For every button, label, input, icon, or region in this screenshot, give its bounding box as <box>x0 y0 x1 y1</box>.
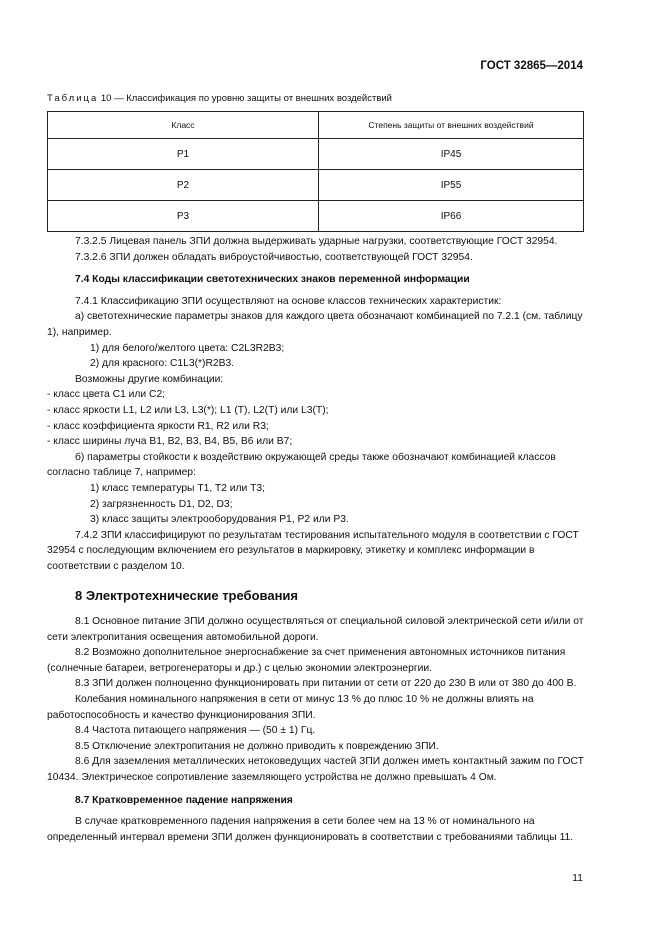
table-caption <box>47 93 392 104</box>
section-title-8-7: 8.7 Кратковременное падение напряжения <box>75 794 293 806</box>
list-item: 2) загрязненность D1, D2, D3; <box>90 498 233 510</box>
table-header-protection: Степень защиты от внешних воздействий <box>319 112 584 139</box>
paragraph-8-1: 8.1 Основное питание ЗПИ должно осуществляться от специальной силовой электрической сети и/или от сети электропитания освещения автомобильной дороги. <box>47 616 584 643</box>
table-cell-protection: IP45 <box>319 139 584 170</box>
table-header-row <box>48 112 584 139</box>
paragraph-8-6: 8.6 Для заземления металлических нетоковедущих частей ЗПИ должен иметь контактный зажим по ГОСТ 10434. Электрическое сопротивление заземляющего устройства не должно превышать 4 Ом. <box>47 756 584 783</box>
classification-table <box>47 111 584 232</box>
paragraph-8-7: В случае кратковременного падения напряжения в сети более чем на 13 % от номинального на определенный интервал времени ЗПИ должен функционировать в соответствии с требованиями таблицы 11. <box>47 816 574 843</box>
list-item: 3) класс защиты электрооборудования P1, P2 или P3. <box>90 514 349 526</box>
table-row <box>48 201 584 232</box>
chapter-title-8: 8 Электротехнические требования <box>75 588 299 604</box>
paragraph-7-4-1: 7.4.1 Классификацию ЗПИ осуществляют на основе классов технических характеристик: <box>75 295 502 307</box>
table-caption-word: Таблица <box>47 93 99 104</box>
page-number: 11 <box>572 872 583 884</box>
list-item: - класс яркости L1, L2 или L3, L3(*); L1 (T), L2(T) или L3(T); <box>47 404 329 416</box>
table-row <box>48 170 584 201</box>
table-row <box>48 139 584 170</box>
paragraph-other-combinations: Возможны другие комбинации: <box>75 373 224 385</box>
list-item: 1) для белого/желтого цвета: C2L3R2B3; <box>90 342 285 354</box>
paragraph-8-3-b: Колебания номинального напряжения в сети от минус 13 % до плюс 10 % не должны влиять на работоспособность и качество функционирования ЗПИ. <box>47 694 534 721</box>
section-title-7-4: 7.4 Коды классификации светотехнических знаков переменной информации <box>75 274 470 286</box>
table-caption-text: 10 — Классификация по уровню защиты от внешних воздействий <box>98 93 392 104</box>
list-item: - класс коэффициента яркости R1, R2 или R3; <box>47 420 269 432</box>
table-cell-class: P2 <box>48 170 319 201</box>
table-cell-protection: IP66 <box>319 201 584 232</box>
paragraph-8-5: 8.5 Отключение электропитания не должно приводить к повреждению ЗПИ. <box>75 740 439 752</box>
document-body <box>47 234 584 845</box>
paragraph-7-4-1-a: а) светотехнические параметры знаков для каждого цвета обозначают комбинацией по 7.2.1 (см. таблицу 1), например. <box>47 311 583 338</box>
list-item: 2) для красного: C1L3(*)R2B3. <box>90 358 235 370</box>
list-item: 1) класс температуры T1, T2 или T3; <box>90 482 265 494</box>
paragraph-7-3-2-5: 7.3.2.5 Лицевая панель ЗПИ должна выдерживать ударные нагрузки, соответствующие ГОСТ 32954. <box>75 236 558 247</box>
table-cell-class: P1 <box>48 139 319 170</box>
table-cell-protection: IP55 <box>319 170 584 201</box>
list-item: - класс цвета C1 или C2; <box>47 389 166 401</box>
paragraph-8-2: 8.2 Возможно дополнительное энергоснабжение за счет применения автономных источников питания (солнечные батареи, ветрогенераторы и др.) с целью экономии электроэнергии. <box>47 647 566 674</box>
list-item: - класс ширины луча B1, B2, B3, B4, B5, B6 или B7; <box>47 436 293 448</box>
paragraph-7-4-2: 7.4.2 ЗПИ классифицируют по результатам тестирования испытательного модуля в соответствии с ГОСТ 32954 с последующим включением его результатов в маркировку, этикетку и комплекс информации в соответствии с разделом 10. <box>47 529 579 572</box>
paragraph-8-3: 8.3 ЗПИ должен полноценно функционировать при питании от сети от 220 до 230 В или от 380 до 400 В. <box>75 678 577 690</box>
table-cell-class: P3 <box>48 201 319 232</box>
table-header-class: Класс <box>48 112 319 139</box>
standard-header: ГОСТ 32865—2014 <box>480 60 583 72</box>
paragraph-8-4: 8.4 Частота питающего напряжения — (50 ± 1) Гц. <box>75 725 316 737</box>
paragraph-7-4-1-b: б) параметры стойкости к воздействию окружающей среды также обозначают комбинацией классов согласно таблице 7, например: <box>47 451 556 479</box>
paragraph-7-3-2-6: 7.3.2.6 ЗПИ должен обладать виброустойчивостью, соответствующей ГОСТ 32954. <box>75 251 473 263</box>
